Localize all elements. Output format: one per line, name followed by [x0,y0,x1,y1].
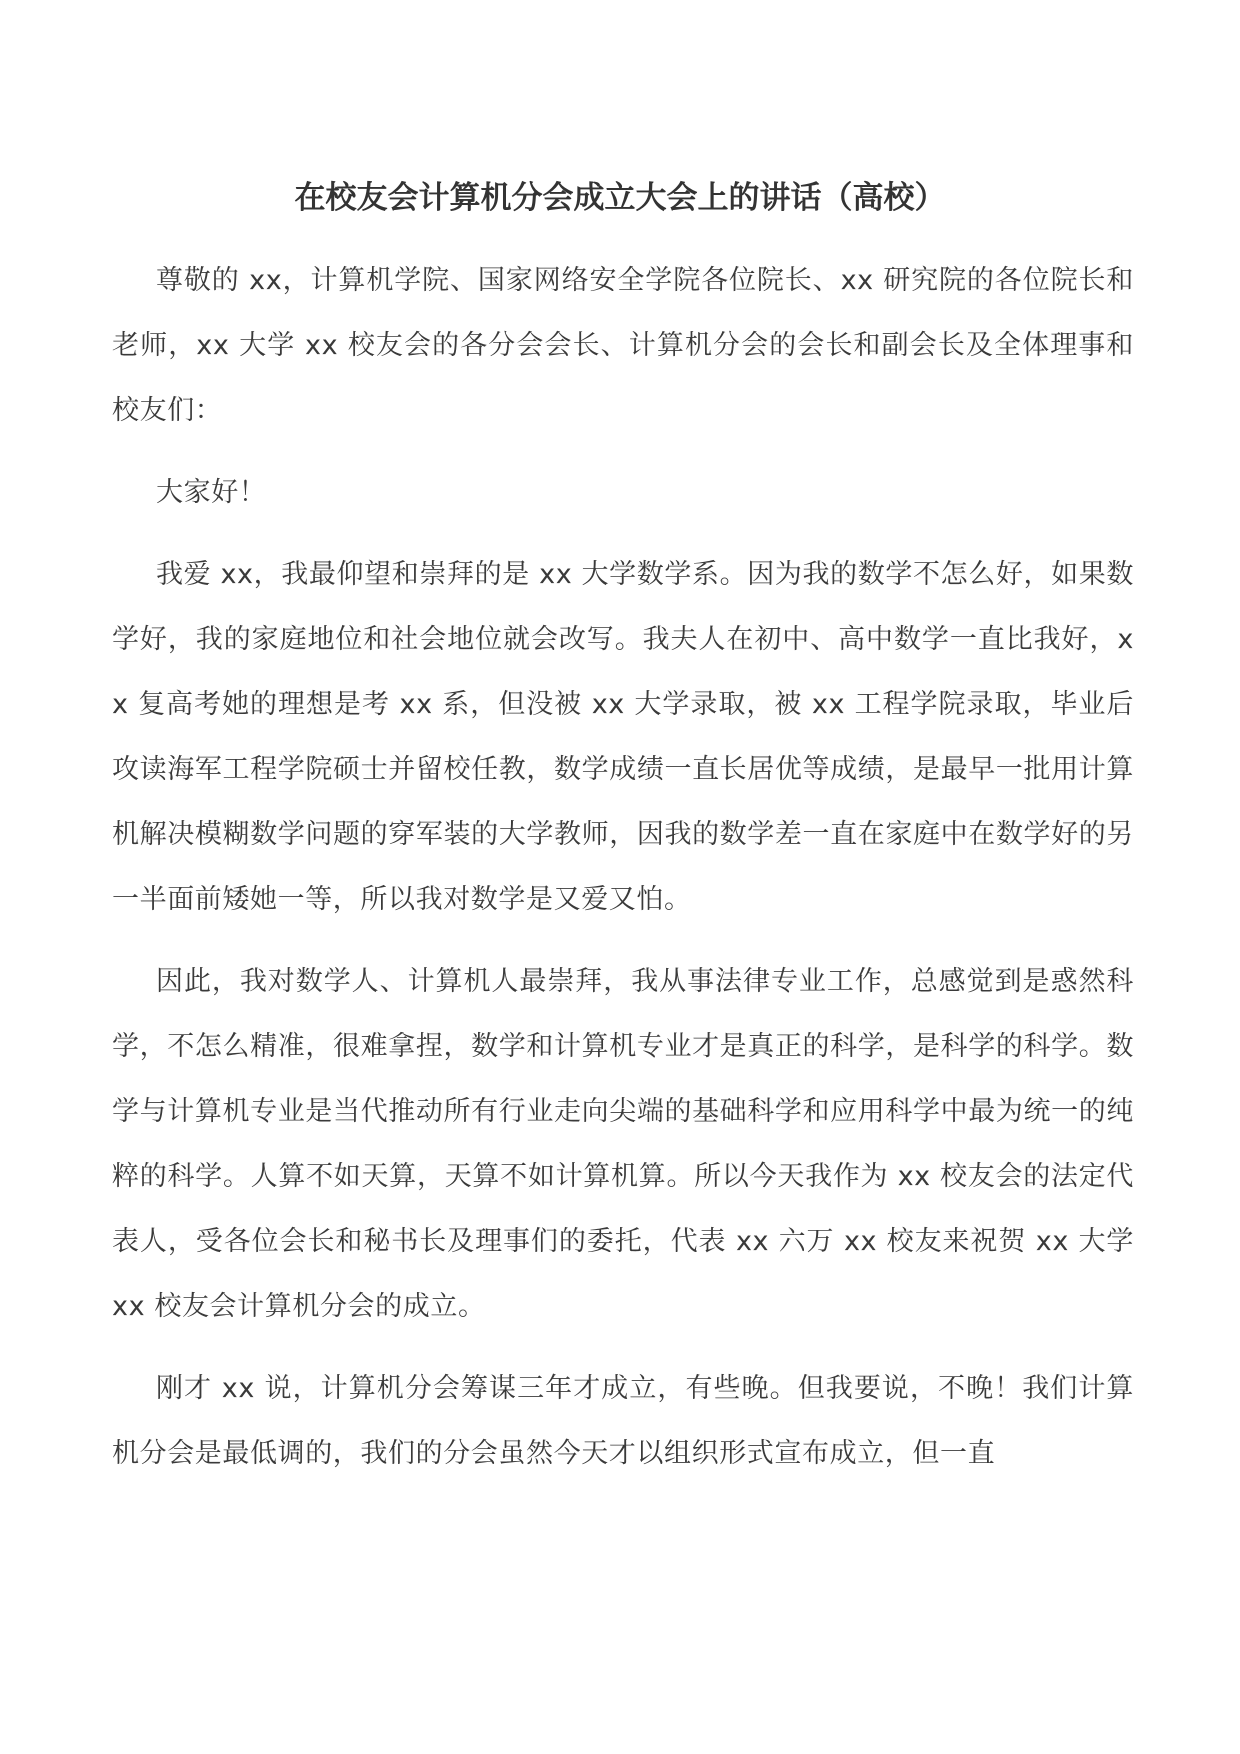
paragraph-admiration: 因此，我对数学人、计算机人最崇拜，我从事法律专业工作，总感觉到是惑然科学，不怎么精准，很难拿捏，数学和计算机专业才是真正的科学，是科学的科学。数学与计算机专业是当代推动所有行业走向尖端的基础科学和应用科学中最为统一的纯粹的科学。人算不如天算，天算不如计算机算。所以今天我作为 xx 校友会的法定代表人，受各位会长和秘书长及理事们的委托，代表 xx 六万 xx 校友来祝贺 xx 大学 xx 校友会计算机分会的成立。 [112,966,1134,1322]
paragraph-salutation: 尊敬的 xx，计算机学院、国家网络安全学院各位院长、xx 研究院的各位院长和老师，xx 大学 xx 校友会的各分会会长、计算机分会的会长和副会长及全体理事和校友们： [112,265,1134,426]
paragraph-greeting: 大家好！ [156,477,267,508]
paragraph-love-math: 我爱 xx，我最仰望和崇拜的是 xx 大学数学系。因为我的数学不怎么好，如果数学好，我的家庭地位和社会地位就会改写。我夫人在初中、高中数学一直比我好，xx 复高考她的理想是考 xx 系，但没被 xx 大学录取，被 xx 工程学院录取，毕业后攻读海军工程学院硕士并留校任教，数学成绩一直长居优等成绩，是最早一批用计算机解决模糊数学问题的穿军装的大学教师，因我的数学差一直在家庭中在数学好的另一半面前矮她一等，所以我对数学是又爱又怕。 [112,559,1134,915]
document-title: 在校友会计算机分会成立大会上的讲话（高校） [294,180,946,216]
paragraph-not-late: 刚才 xx 说，计算机分会筹谋三年才成立，有些晚。但我要说，不晚！我们计算机分会是最低调的，我们的分会虽然今天才以组织形式宣布成立，但一直 [112,1373,1134,1469]
document-body [112,248,1134,1503]
